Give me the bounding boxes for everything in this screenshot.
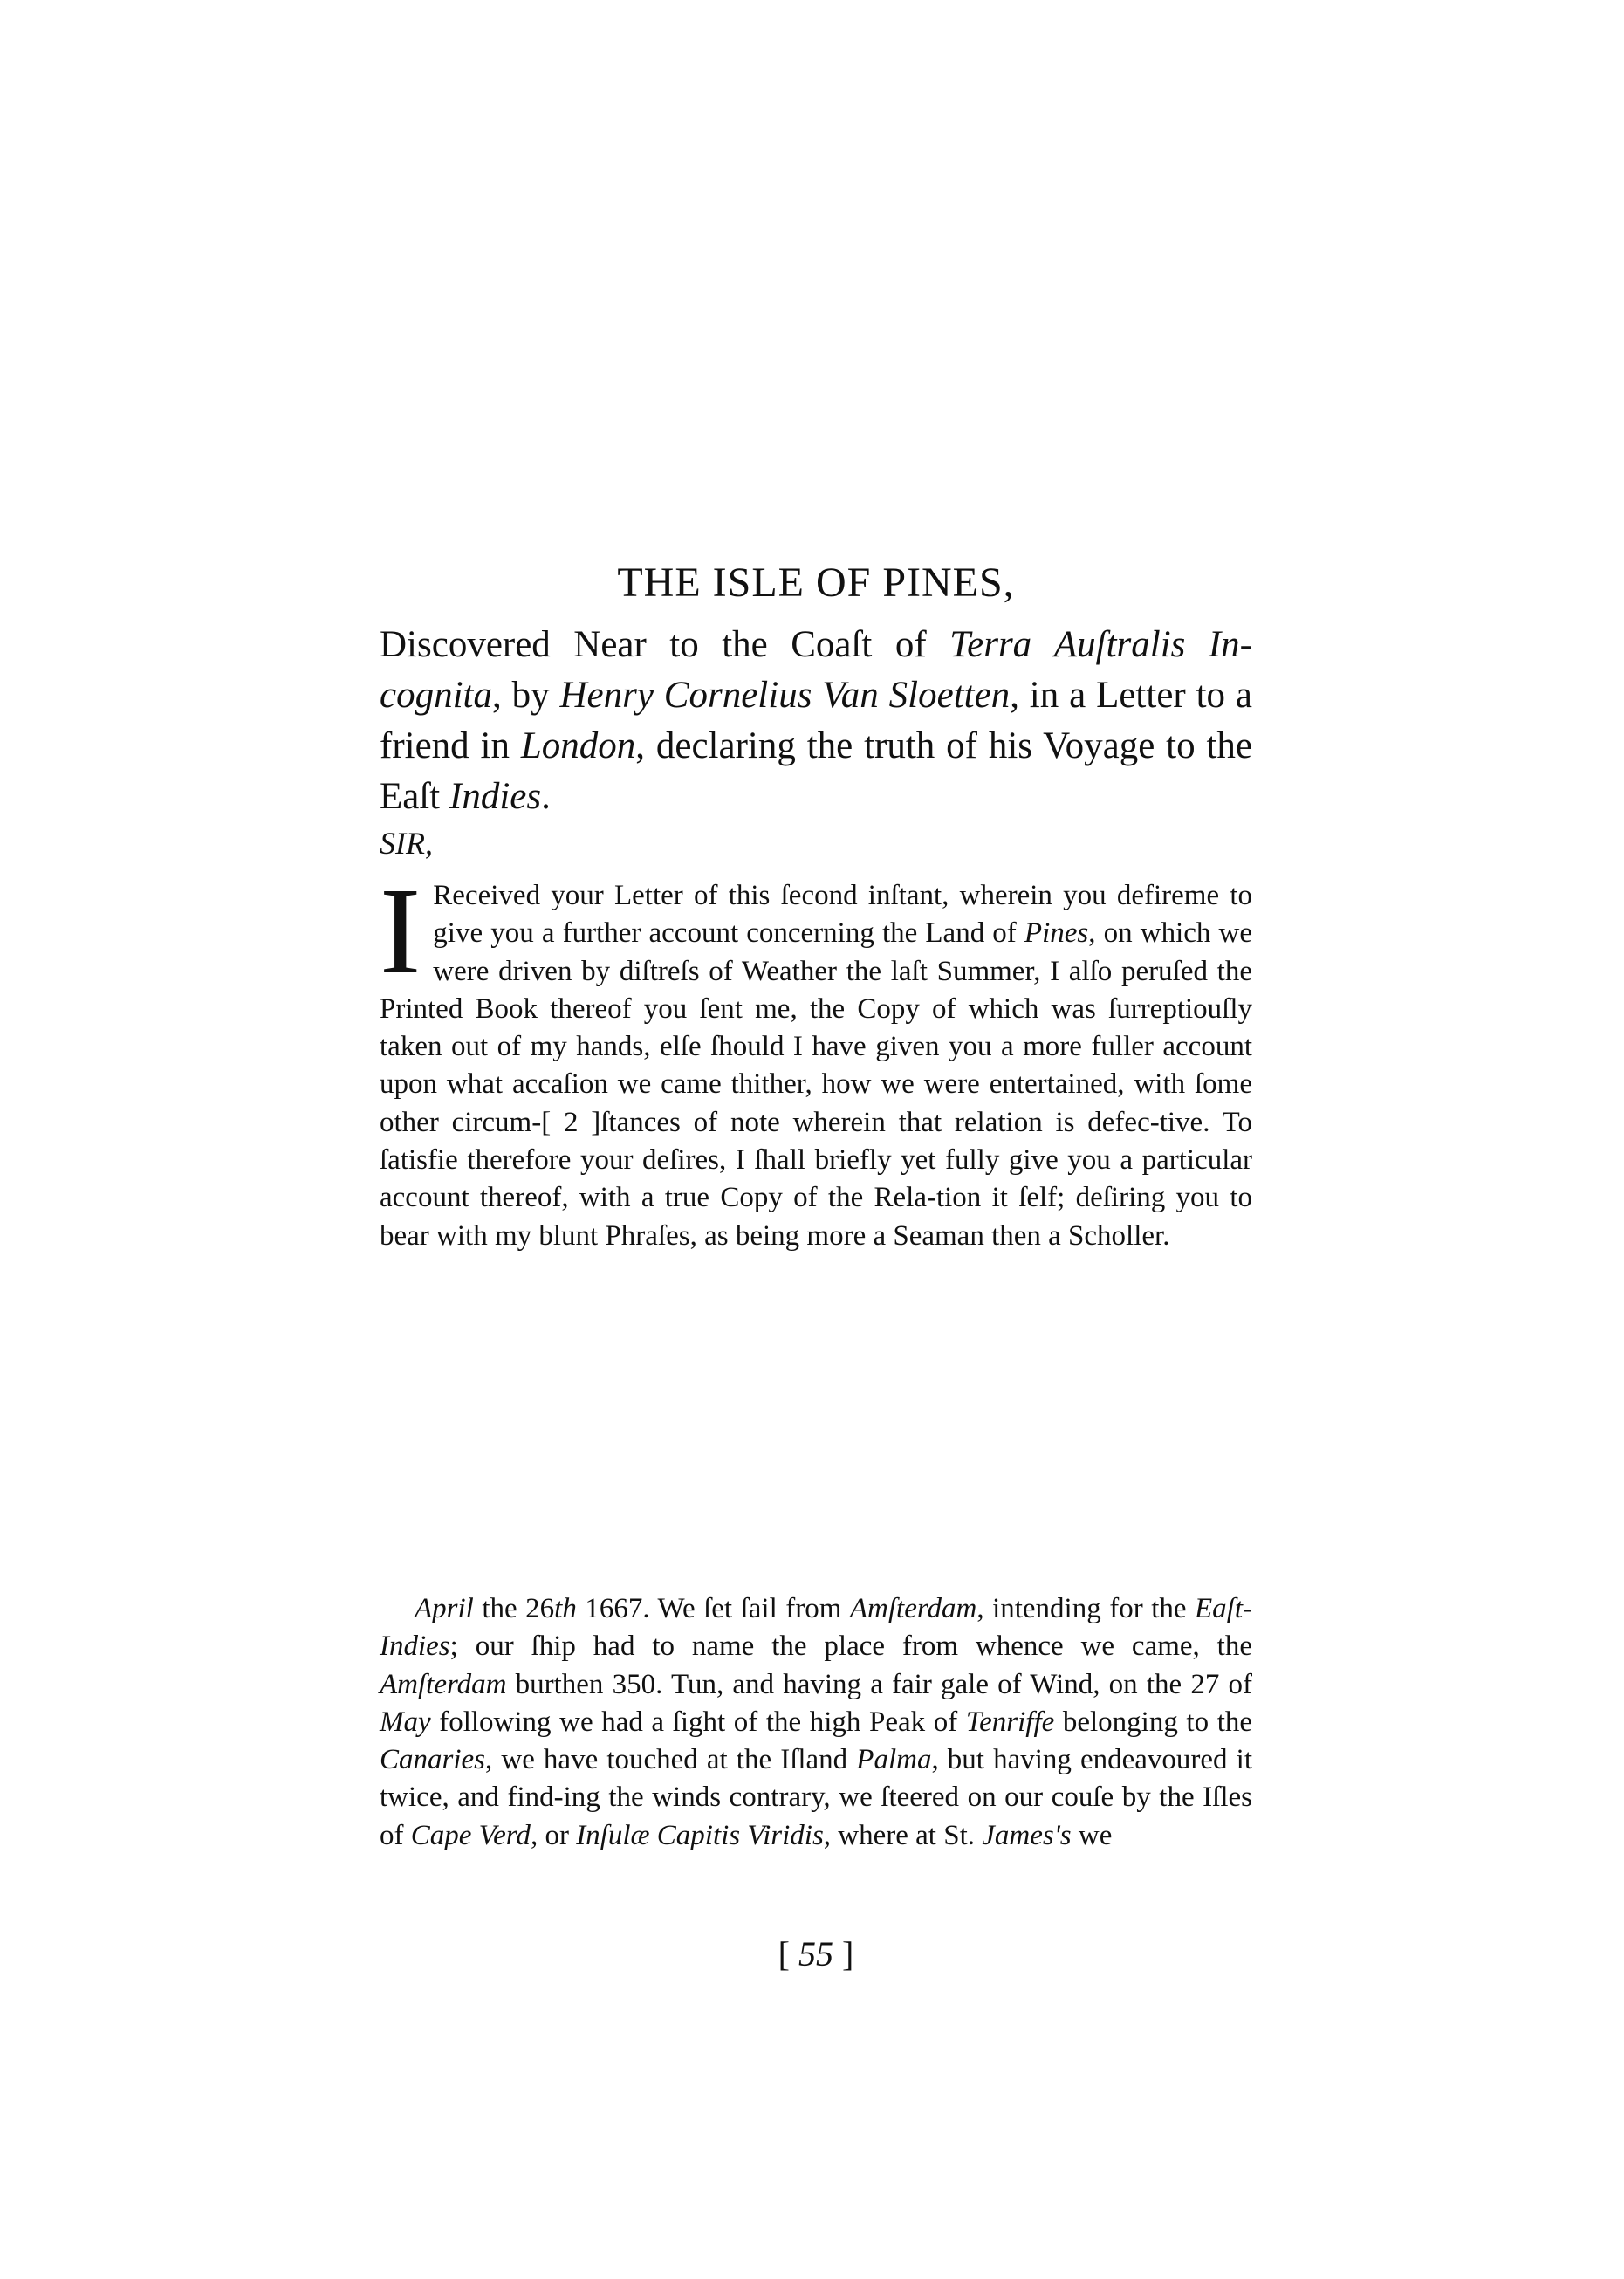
paragraph-text: 1667. We ſet ſail from bbox=[576, 1593, 850, 1624]
paragraph-italic: Amſterdam bbox=[380, 1668, 507, 1700]
paragraph-italic: Canaries bbox=[380, 1744, 486, 1776]
paragraph-text: we bbox=[1071, 1819, 1113, 1851]
subtitle-text: . bbox=[541, 776, 551, 817]
paragraph-2 bbox=[380, 1590, 1252, 1855]
subtitle-text: , in a Letter to a friend in bbox=[380, 675, 1252, 766]
paragraph-text: Received your Letter of this ſecond inſtant, wherein you defireme to give you a further account concerning the Land of bbox=[433, 880, 1252, 950]
paragraph-text: burthen 350. Tun, and having a fair gale of Wind, on the 27 of bbox=[506, 1668, 1252, 1700]
subtitle-region: Indies bbox=[449, 776, 542, 817]
salutation: SIR, bbox=[380, 826, 433, 861]
subtitle-text: , declaring the truth of his Voyage to the Eaſt bbox=[380, 725, 1252, 817]
paragraph-text: , on which we were driven by diſtreſs of Weather the laſt Summer, I alſo peruſed the Printed Book thereof you ſent me, the Copy of which was ſurreptiouſly taken out of my hands, elſe ſhould I have given you a more fuller account upon what accaſion we came thither, how we were entertained, with ſome other circum-[ 2 ]ſtances of note wherein that relation is defec-tive. To ſatisfie therefore your deſires, I ſhall briefly yet fully give you a particular account thereof, with a true Copy of the Rela-tion it ſelf; deſiring you to bear with my blunt Phraſes, as being more a Seaman then a Scholler. bbox=[380, 917, 1252, 1252]
page-title: THE ISLE OF PINES, bbox=[617, 559, 1015, 606]
subtitle bbox=[380, 620, 1252, 822]
subtitle-author: Henry Cornelius Van Sloetten bbox=[559, 675, 1011, 716]
paragraph-italic: Inſulæ Capitis Viridis bbox=[576, 1819, 824, 1851]
paragraph-text: , but having endeavoured it twice, and find-ing the winds contrary, we ſteered on our couſe by the Iſles of bbox=[380, 1744, 1252, 1851]
page-number bbox=[729, 1933, 903, 1974]
paragraph-text: , we have touched at the Iſland bbox=[485, 1744, 857, 1776]
page-number-bracket: ] bbox=[833, 1934, 854, 1974]
paragraph-text: , intending for the bbox=[976, 1593, 1196, 1624]
paragraph-text: , where at St. bbox=[823, 1819, 983, 1851]
subtitle-text: Discovered Near to the Coaſt of bbox=[380, 624, 950, 665]
paragraph-italic: Amſterdam bbox=[849, 1593, 977, 1624]
paragraph-italic: James's bbox=[982, 1819, 1072, 1851]
drop-cap: I bbox=[380, 861, 421, 999]
paragraph-italic: Eaſt-Indies bbox=[380, 1593, 1252, 1663]
paragraph-italic: Pines bbox=[1024, 917, 1089, 950]
paragraph-italic: April bbox=[415, 1593, 474, 1624]
page-number-value: 55 bbox=[798, 1934, 833, 1974]
paragraph-italic: Cape Verd bbox=[410, 1819, 531, 1851]
paragraph-text: ; our ſhip had to name the place from whence we came, the bbox=[449, 1630, 1252, 1663]
paragraph-text: the 26 bbox=[473, 1593, 555, 1624]
subtitle-city: London bbox=[520, 725, 636, 766]
subtitle-text: , by bbox=[491, 675, 560, 716]
page-number-bracket: [ bbox=[778, 1934, 798, 1974]
paragraph-italic: May bbox=[380, 1706, 431, 1738]
subtitle-place: Terra Auſtralis In-cognita bbox=[380, 624, 1253, 716]
paragraph-italic: Tenriffe bbox=[965, 1706, 1055, 1738]
paragraph-1 bbox=[380, 861, 1252, 1255]
paragraph-text: , or bbox=[530, 1819, 577, 1851]
paragraph-italic: Palma bbox=[856, 1744, 932, 1776]
paragraph-text: belonging to the bbox=[1054, 1706, 1253, 1738]
paragraph-italic: th bbox=[554, 1593, 577, 1624]
paragraph-text: following we had a ſight of the high Peak of bbox=[430, 1706, 966, 1738]
